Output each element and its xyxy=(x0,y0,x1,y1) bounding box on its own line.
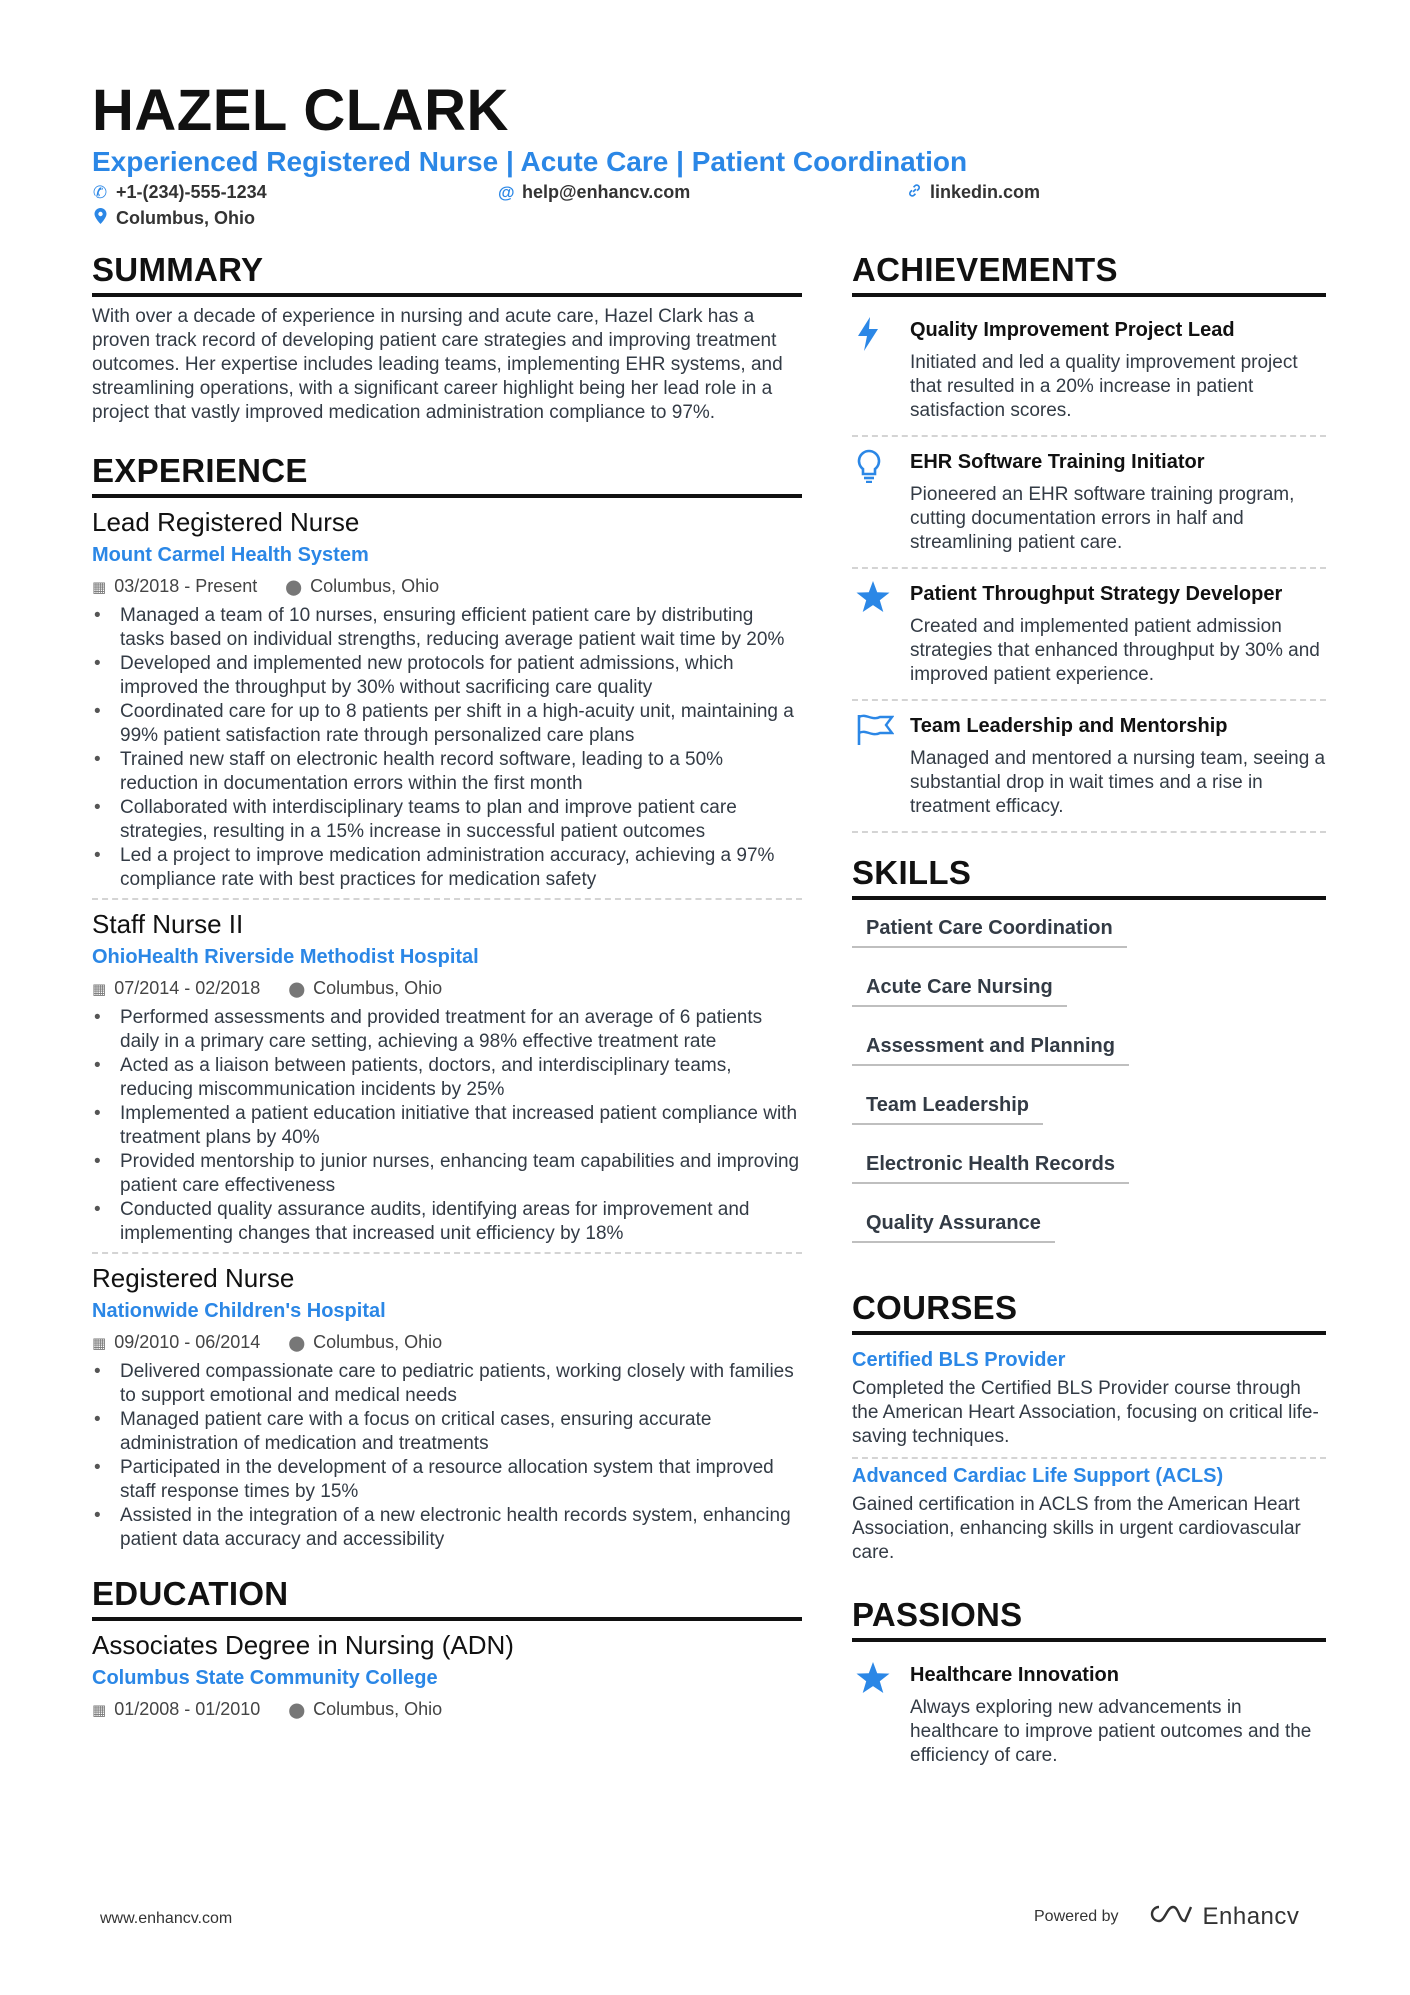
calendar-icon: ▦ xyxy=(92,1702,107,1719)
skills-list xyxy=(852,908,1326,1262)
list-item: • Delivered compassionate care to pediatric patients, working closely with families to support emotional and medical needs xyxy=(92,1360,802,1408)
skill-tag: Quality Assurance xyxy=(852,1203,1055,1243)
calendar-icon: ▦ xyxy=(92,579,107,596)
at-icon: @ xyxy=(498,183,515,202)
achievement-item xyxy=(852,569,1326,701)
job-meta: ▦ 03/2018 - Present ⬤ Columbus, Ohio xyxy=(92,576,440,596)
candidate-name: HAZEL CLARK xyxy=(92,78,509,143)
list-item: • Participated in the development of a resource allocation system that improved staff response times by 15% xyxy=(92,1456,802,1504)
contact-location: Columbus, Ohio xyxy=(92,206,255,231)
list-item: • Assisted in the integration of a new electronic health records system, enhancing patient data accuracy and accessibility xyxy=(92,1504,802,1552)
skill-tag: Patient Care Coordination xyxy=(852,908,1127,948)
powered-by-label: Powered by xyxy=(1034,1907,1119,1925)
summary-heading: SUMMARY xyxy=(92,250,802,297)
skills-heading: SKILLS xyxy=(852,853,1326,900)
calendar-icon: ▦ xyxy=(92,981,107,998)
lightbulb-icon xyxy=(852,449,910,555)
experience-heading: EXPERIENCE xyxy=(92,451,802,498)
contact-linkedin[interactable]: linkedin.com xyxy=(906,180,1040,205)
divider xyxy=(92,1252,802,1254)
list-item: • Performed assessments and provided treatment for an average of 6 patients daily in a primary care setting, achieving a 98% effective treatment rate xyxy=(92,1006,802,1054)
list-item: • Trained new staff on electronic health record software, leading to a 50% reduction in documentation errors within the first month xyxy=(92,748,802,796)
location-pin-icon: ⬤ xyxy=(288,981,306,998)
course-desc: Completed the Certified BLS Provider course through the American Heart Association, focusing on critical life-saving techniques. xyxy=(852,1378,1319,1447)
course-item xyxy=(852,1343,1326,1459)
achievement-desc: Created and implemented patient admission strategies that enhanced throughput by 30% and improved patient experience. xyxy=(910,616,1320,685)
lightning-icon xyxy=(852,317,910,423)
list-item: • Provided mentorship to junior nurses, enhancing team capabilities and improving patient care effectiveness xyxy=(92,1150,802,1198)
list-item: • Managed a team of 10 nurses, ensuring efficient patient care by distributing tasks based on individual strengths, reducing average patient wait time by 20% xyxy=(92,604,802,652)
achievement-desc: Pioneered an EHR software training program, cutting documentation errors in half and streamlining patient care. xyxy=(910,484,1295,553)
job-title: Registered Nurse xyxy=(92,1263,295,1293)
list-item: • Collaborated with interdisciplinary teams to plan and improve patient care strategies, resulting in a 15% increase in successful patient outcomes xyxy=(92,796,802,844)
education-entry xyxy=(92,1629,802,1723)
passions-heading: PASSIONS xyxy=(852,1595,1326,1642)
job-entry xyxy=(92,506,802,892)
achievement-title: Patient Throughput Strategy Developer xyxy=(910,583,1283,605)
list-item: • Coordinated care for up to 8 patients per shift in a high-acuity unit, maintaining a 99% patient satisfaction rate through personalized care plans xyxy=(92,700,802,748)
divider xyxy=(92,898,802,900)
company-name[interactable]: Nationwide Children's Hospital xyxy=(92,1300,386,1322)
contact-phone[interactable]: ✆ +1-(234)-555-1234 xyxy=(92,180,267,205)
school-name[interactable]: Columbus State Community College xyxy=(92,1667,438,1689)
course-item xyxy=(852,1459,1326,1573)
company-name[interactable]: Mount Carmel Health System xyxy=(92,544,369,566)
achievement-desc: Managed and mentored a nursing team, seeing a substantial drop in wait times and a rise in treatment efficacy. xyxy=(910,748,1326,817)
brand-name: Enhancv xyxy=(1202,1902,1300,1930)
location-pin-icon: ⬤ xyxy=(288,1702,306,1719)
location-pin-icon: ⬤ xyxy=(285,579,303,596)
phone-icon: ✆ xyxy=(92,183,108,202)
job-bullets xyxy=(92,1360,802,1552)
job-bullets xyxy=(92,1006,802,1246)
degree-title: Associates Degree in Nursing (ADN) xyxy=(92,1630,514,1660)
list-item: • Managed patient care with a focus on critical cases, ensuring accurate administration of medication and treatments xyxy=(92,1408,802,1456)
achievements-heading: ACHIEVEMENTS xyxy=(852,250,1326,297)
link-icon xyxy=(906,181,922,205)
skill-tag: Team Leadership xyxy=(852,1085,1043,1125)
company-name[interactable]: OhioHealth Riverside Methodist Hospital xyxy=(92,946,479,968)
footer-website[interactable]: www.enhancv.com xyxy=(100,1910,233,1927)
list-item: • Developed and implemented new protocols for patient admissions, which improved the throughput by 30% without sacrificing care quality xyxy=(92,652,802,700)
course-desc: Gained certification in ACLS from the American Heart Association, enhancing skills in urgent cardiovascular care. xyxy=(852,1494,1301,1563)
passion-title: Healthcare Innovation xyxy=(910,1664,1119,1686)
job-entry xyxy=(92,908,802,1246)
job-title: Staff Nurse II xyxy=(92,909,244,939)
list-item: • Acted as a liaison between patients, doctors, and interdisciplinary teams, reducing miscommunication incidents by 25% xyxy=(92,1054,802,1102)
course-title[interactable]: Certified BLS Provider xyxy=(852,1349,1066,1371)
calendar-icon: ▦ xyxy=(92,1335,107,1352)
contact-email[interactable]: @ help@enhancv.com xyxy=(498,180,690,205)
job-title: Lead Registered Nurse xyxy=(92,507,360,537)
left-column xyxy=(92,250,802,1723)
achievement-title: Quality Improvement Project Lead xyxy=(910,319,1235,341)
achievement-title: Team Leadership and Mentorship xyxy=(910,715,1228,737)
course-title[interactable]: Advanced Cardiac Life Support (ACLS) xyxy=(852,1465,1224,1487)
courses-list xyxy=(852,1343,1326,1573)
job-meta: ▦ 09/2010 - 06/2014 ⬤ Columbus, Ohio xyxy=(92,1332,443,1352)
achievement-desc: Initiated and led a quality improvement project that resulted in a 20% increase in patient satisfaction scores. xyxy=(910,352,1298,421)
flag-icon xyxy=(852,713,910,819)
skill-tag: Acute Care Nursing xyxy=(852,967,1067,1007)
passion-desc: Always exploring new advancements in healthcare to improve patient outcomes and the efficiency of care. xyxy=(910,1697,1312,1766)
passion-item xyxy=(852,1650,1326,1780)
star-icon xyxy=(852,1662,910,1768)
achievement-item xyxy=(852,305,1326,437)
list-item: • Conducted quality assurance audits, identifying areas for improvement and implementing changes that increased unit efficiency by 18% xyxy=(92,1198,802,1246)
achievement-item xyxy=(852,701,1326,833)
skill-tag: Electronic Health Records xyxy=(852,1144,1129,1184)
job-bullets xyxy=(92,604,802,892)
courses-heading: COURSES xyxy=(852,1288,1326,1335)
job-entry xyxy=(92,1262,802,1552)
education-heading: EDUCATION xyxy=(92,1574,802,1621)
right-column xyxy=(852,250,1326,1780)
education-meta: ▦ 01/2008 - 01/2010 ⬤ Columbus, Ohio xyxy=(92,1699,443,1719)
list-item: • Implemented a patient education initiative that increased patient compliance with treatment plans by 40% xyxy=(92,1102,802,1150)
location-pin-icon xyxy=(92,207,108,231)
achievement-title: EHR Software Training Initiator xyxy=(910,451,1205,473)
achievement-item xyxy=(852,437,1326,569)
headline: Experienced Registered Nurse | Acute Care | Patient Coordination xyxy=(92,146,968,177)
job-meta: ▦ 07/2014 - 02/2018 ⬤ Columbus, Ohio xyxy=(92,978,443,998)
location-pin-icon: ⬤ xyxy=(288,1335,306,1352)
footer-branding[interactable] xyxy=(1034,1902,1299,1931)
summary-text: With over a decade of experience in nursing and acute care, Hazel Clark has a proven track record of developing patient care strategies and improving treatment outcomes. Her expertise includes leading teams, implementing EHR systems, and streamlining operations, with a significant career highlight being her lead role in a project that vastly improved medication administration compliance to 97%. xyxy=(92,306,783,423)
star-icon xyxy=(852,581,910,687)
enhancv-logo-icon xyxy=(1145,1902,1193,1931)
skill-tag: Assessment and Planning xyxy=(852,1026,1129,1066)
list-item: • Led a project to improve medication administration accuracy, achieving a 97% compliance rate with best practices for medication safety xyxy=(92,844,802,892)
